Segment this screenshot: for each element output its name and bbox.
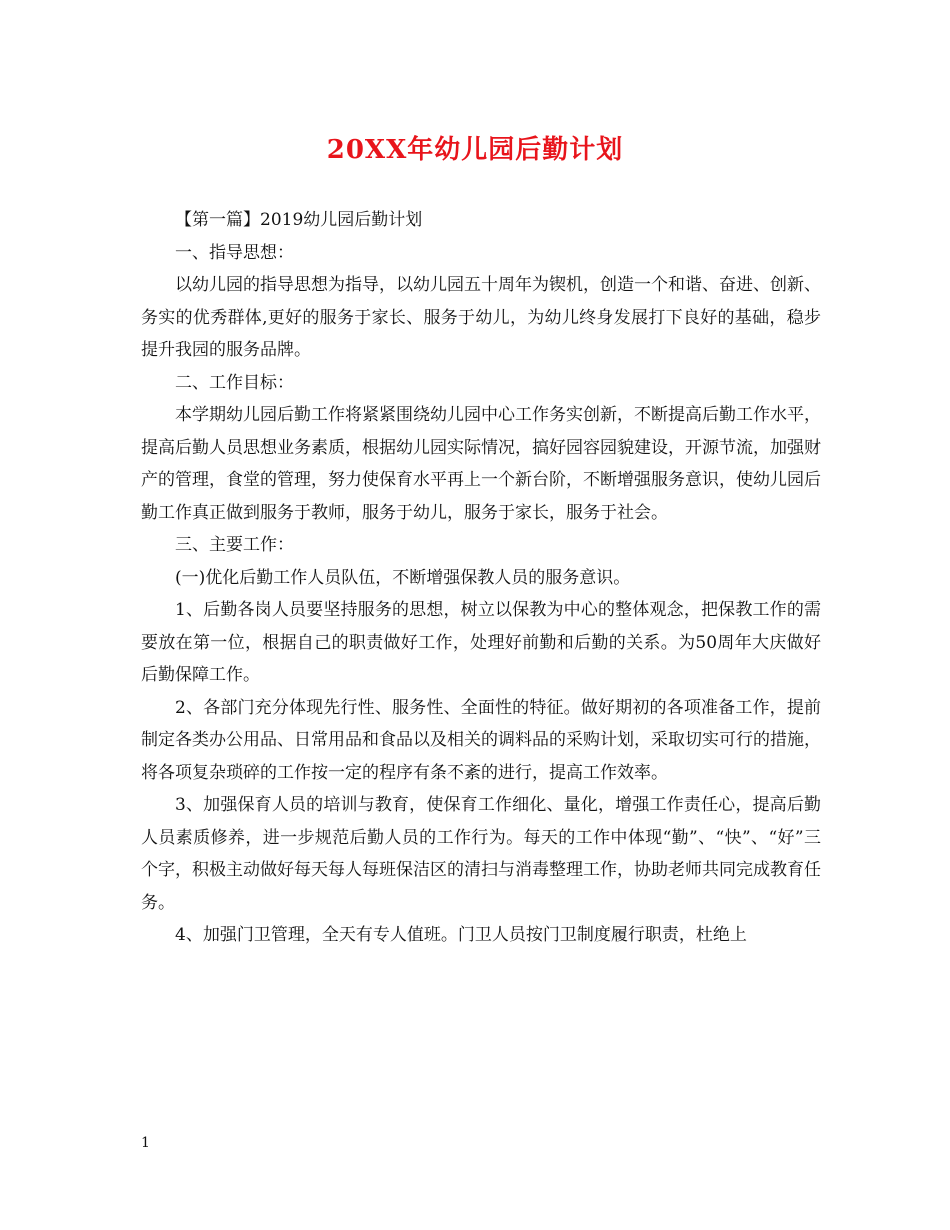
- paragraph-section-guiding-thought: 一、指导思想：: [175, 242, 294, 263]
- paragraph-guiding-thought: 以幼儿园的指导思想为指导，以幼儿园五十周年为锲机，创造一个和谐、奋进、创新、务实的优秀群体,更好的服务于家长、服务于幼儿，为幼儿终身发展打下良好的基础，稳步提升我园的服务品牌。: [141, 275, 821, 360]
- paragraph-section-main-work: 三、主要工作：: [175, 535, 294, 555]
- document-body: [141, 204, 821, 952]
- paragraph-main-work-subheading: (一)优化后勤工作人员队伍，不断增强保教人员的服务意识。: [175, 567, 631, 588]
- paragraph-section-work-goals: 二、工作目标：: [175, 372, 294, 393]
- page-number: 1: [141, 1135, 150, 1151]
- paragraph-item-2: 2、各部门充分体现先行性、服务性、全面性的特征。做好期初的各项准备工作，提前制定各类办公用品、日常用品和食品以及相关的调料品的采购计划，采取切实可行的措施，将各项复杂琐碎的工作按一定的程序有条不紊的进行，提高工作效率。: [141, 697, 821, 783]
- paragraph-heading-first-article: 【第一篇】2019幼儿园后勤计划: [175, 210, 423, 230]
- paragraph-work-goals: 本学期幼儿园后勤工作将紧紧围绕幼儿园中心工作务实创新，不断提高后勤工作水平，提高后勤人员思想业务素质，根据幼儿园实际情况，搞好园容园貌建设，开源节流，加强财产的管理，食堂的管理，努力使保育水平再上一个新台阶，不断增强服务意识，使幼儿园后勤工作真正做到服务于教师，服务于幼儿，服务于家长，服务于社会。: [141, 405, 821, 523]
- document-title: 20XX年幼儿园后勤计划: [326, 135, 624, 165]
- paragraph-item-3: 3、加强保育人员的培训与教育，使保育工作细化、量化，增强工作责任心，提高后勤人员素质修养，进一步规范后勤人员的工作行为。每天的工作中体现“勤”、“快”、“好”三个字，积极主动做好每天每人每班保洁区的清扫与消毒整理工作，协助老师共同完成教育任务。: [141, 795, 821, 913]
- paragraph-item-4: 4、加强门卫管理，全天有专人值班。门卫人员按门卫制度履行职责，杜绝上: [175, 925, 747, 945]
- paragraph-item-1: 1、后勤各岗人员要坚持服务的思想，树立以保教为中心的整体观念，把保教工作的需要放在第一位，根据自己的职责做好工作，处理好前勤和后勤的关系。为50周年大庆做好后勤保障工作。: [141, 600, 821, 685]
